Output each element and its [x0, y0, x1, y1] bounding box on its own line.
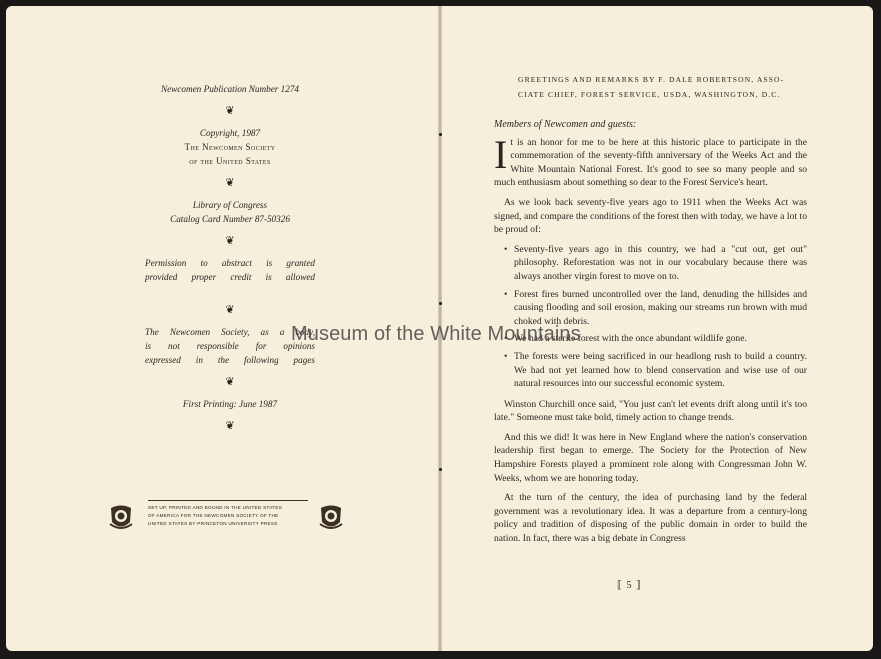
binding-mark [439, 468, 442, 471]
society-name-cont: of the United States [189, 156, 271, 166]
heading-line-1: GREETINGS AND REMARKS BY F. DALE ROBERTSON, ASSO- [518, 75, 785, 84]
copyright-page [145, 82, 315, 441]
colophon [108, 500, 344, 536]
publication-number: Newcomen Publication Number 1274 [160, 84, 300, 94]
leaf-ornament-icon: ❦ [225, 235, 235, 247]
salutation: Members of Newcomen and guests: [494, 119, 637, 130]
list-item: • Seventy-five years ago in this country, we had a "cut out, get out" philosophy. Reforestation was not in our vocabulary because there was always another virgin forest to move on to. [494, 243, 807, 284]
permission-line-cont: provided proper credit is allowed [145, 272, 315, 282]
leaf-ornament-icon: ❦ [225, 376, 235, 388]
paragraph-1-text: t is an honor for me to be here at this historic place to participate in the commemoration of the seventy-fifth anniversary of the Weeks Act and the White Mountain National Forest. It's good to see so many people and so much enthusiasm about something so dear to the Forest Service's heart. [494, 136, 807, 189]
first-printing: First Printing: June 1987 [182, 399, 278, 409]
catalog-number: Catalog Card Number 87-50326 [170, 214, 290, 224]
paragraph-3: Winston Churchill once said, "You just can't let events drift along until it's too late." Someone must take bold, timely action to change trends. [494, 398, 807, 424]
heading-line-2: CIATE CHIEF, FOREST SERVICE, USDA, WASHINGTON, D.C. [518, 90, 781, 99]
binding-mark [439, 302, 442, 305]
colophon-line-3: UNITED STATES BY PRINCETON UNIVERSITY PRESS [148, 521, 278, 526]
disclaimer-line: The Newcomen Society, as a body, [145, 327, 315, 337]
leaf-ornament-icon: ❦ [225, 304, 235, 316]
colophon-line-1: SET UP, PRINTED AND BOUND IN THE UNITED STATES [148, 505, 283, 510]
list-item: • Forest fires burned uncontrolled over the land, denuding the hillsides and causing flooding and soil erosion, making our streams run brown with mud choked with debris. [494, 288, 807, 329]
paragraph-2: As we look back seventy-five years ago to 1911 when the Weeks Act was signed, and compare the conditions of the forest then with today, we have a lot to be proud of: [494, 196, 807, 236]
drop-cap: I [494, 131, 508, 177]
loc-line: Library of Congress [192, 200, 268, 210]
colophon-text [148, 504, 308, 528]
newcomen-seal-icon [108, 504, 134, 532]
leaf-ornament-icon: ❦ [225, 105, 235, 117]
leaf-ornament-icon: ❦ [225, 177, 235, 189]
list-item: • The forests were being sacrificed in our headlong rush to build a country. We had not yet learned how to blend conservation and wise use of our natural resources into our successful economic system. [494, 350, 807, 391]
paragraph-4: And this we did! It was here in New England where the nation's conservation leadership first began to emerge. The Society for the Protection of New Hampshire Forests played a prominent role along with Congressman John W. Weeks, whom we are honoring today. [494, 431, 807, 484]
disclaimer-line-end: expressed in the following pages [145, 355, 315, 365]
speech-page [494, 72, 807, 552]
colophon-rule [148, 500, 308, 501]
colophon-line-2: OF AMERICA FOR THE NEWCOMEN SOCIETY OF THE [148, 513, 279, 518]
speech-heading [518, 72, 807, 102]
watermark: Museum of the White Mountains [291, 323, 581, 345]
leaf-ornament-icon: ❦ [225, 420, 235, 432]
binding-mark [439, 133, 442, 136]
copyright-line: Copyright, 1987 [199, 128, 261, 138]
society-name: The Newcomen Society [184, 142, 276, 152]
list-item: • We had a sterile forest with the once abundant wildlife gone. [494, 332, 807, 346]
paragraph-5: At the turn of the century, the idea of purchasing land by the federal government was a revolutionary idea. It was a departure from a century-long policy and tradition of disposing of the public domain in order to build the nation. In fact, there was a big debate in Congress [494, 492, 807, 545]
newcomen-seal-icon [318, 504, 344, 532]
disclaimer-line-cont: is not responsible for opinions [145, 341, 315, 351]
page-number: ⟦ 5 ⟧ [617, 580, 642, 591]
permission-line: Permission to abstract is granted [145, 258, 315, 268]
paragraph-1 [494, 131, 807, 190]
bullet-list [494, 243, 807, 391]
